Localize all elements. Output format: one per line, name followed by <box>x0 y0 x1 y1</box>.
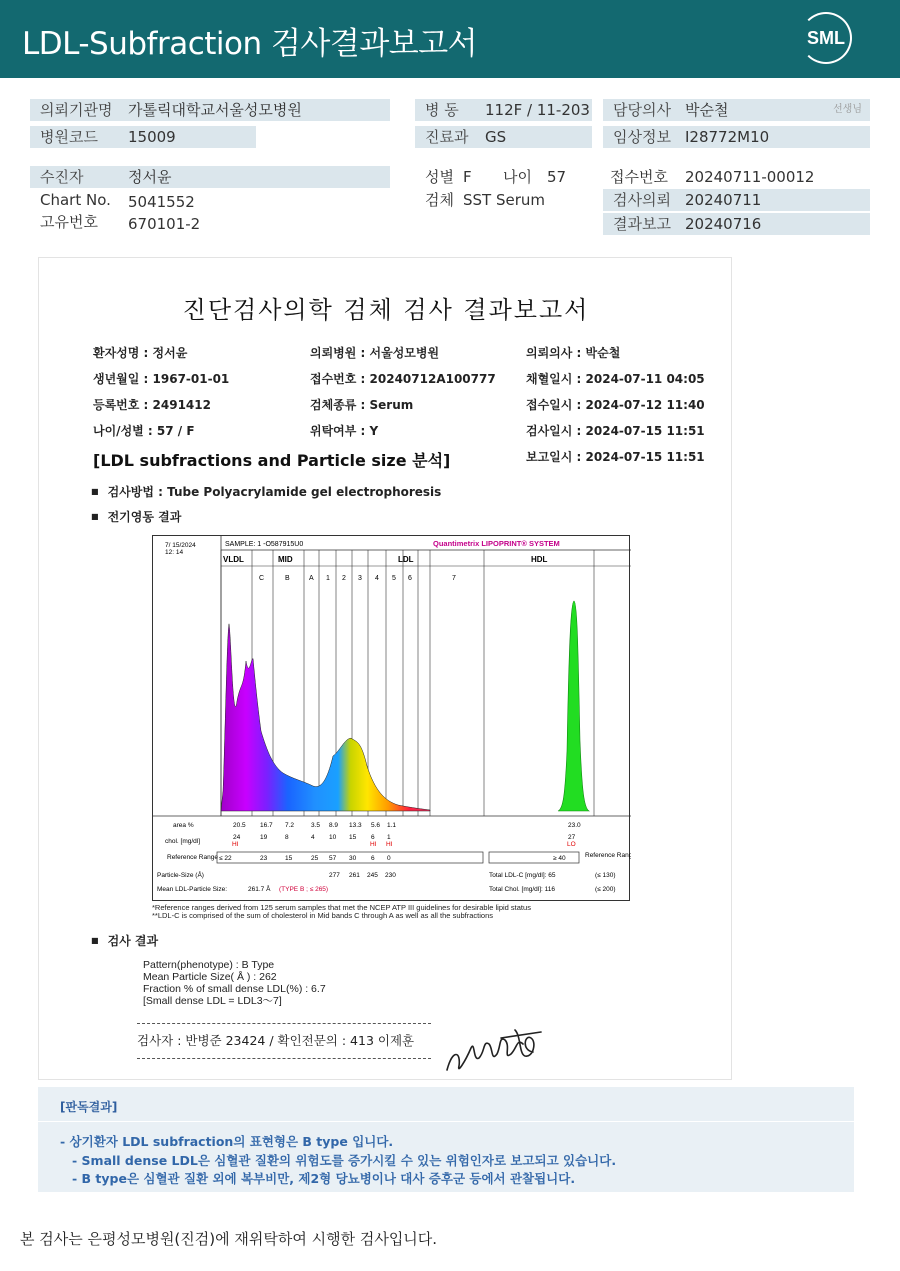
clinical-label: 임상정보 <box>613 128 671 146</box>
area-value: 1.1 <box>387 822 397 829</box>
paper-field: 등록번호 : 2491412 <box>93 398 211 412</box>
ref-side-label: Reference Range <box>585 852 631 859</box>
reference-value: 15 <box>285 855 293 862</box>
particle-size-value: 230 <box>385 872 396 879</box>
chart-no-value: 5041552 <box>128 193 195 211</box>
doctor-value: 박순철 <box>685 101 729 119</box>
bottom-note: 본 검사는 은평성모병원(진검)에 재위탁하여 시행한 검사입니다. <box>20 1230 438 1248</box>
doctor-row <box>603 99 870 121</box>
chol-value: 24 <box>233 834 241 841</box>
sex-value: F <box>463 168 472 186</box>
chol-value: 19 <box>260 834 268 841</box>
group-vldl: VLDL <box>223 555 244 564</box>
result-line: Fraction % of small dense LDL(%) : 6.7 <box>143 983 326 995</box>
report-header <box>0 0 900 78</box>
row-label-size: Particle-Size (Å) <box>157 872 204 879</box>
flag-value: HI <box>370 841 377 848</box>
clinical-row <box>603 126 870 148</box>
judgement-line: - Small dense LDL은 심혈관 질환의 위험도를 증가시킬 수 있는 위험인자로 보고되고 있습니다. <box>72 1153 617 1168</box>
particle-size-value: 261 <box>349 872 360 879</box>
dept-row <box>415 126 592 148</box>
group-ldl: LDL <box>398 555 414 564</box>
total-ldl-ref: (≤ 130) <box>595 872 616 879</box>
total-chol: Total Chol. [mg/dl]: 116 <box>489 886 555 893</box>
reference-value: ≤ 22 <box>219 855 232 862</box>
chart-sample: SAMPLE: 1 -O587915U0 <box>225 541 304 548</box>
flag-value: LO <box>567 841 576 848</box>
area-value: 7.2 <box>285 822 295 829</box>
hospcode-row <box>30 126 256 148</box>
judgement-heading: [판독결과] <box>60 1100 118 1114</box>
report-title: LDL-Subfraction 검사결과보고서 <box>22 26 478 62</box>
type-note: (TYPE B ; ≤ 265) <box>279 886 329 893</box>
age-label: 나이 <box>503 168 532 186</box>
specimen-value: SST Serum <box>463 191 546 209</box>
particle-size-value: 277 <box>329 872 340 879</box>
area-value: 16.7 <box>260 822 273 829</box>
reference-value: 57 <box>329 855 337 862</box>
chol-value: 8 <box>285 834 289 841</box>
report-date-value: 20240716 <box>685 215 762 233</box>
report-date-label: 결과보고 <box>613 215 671 233</box>
dept-label: 진료과 <box>425 128 469 146</box>
chol-value: 1 <box>387 834 391 841</box>
judgement-line: - B type은 심혈관 질환 외에 복부비만, 제2형 당뇨병이나 대사 증후군 등에서 관찰됩니다. <box>72 1171 576 1186</box>
request-row <box>603 189 870 211</box>
request-value: 20240711 <box>685 191 762 209</box>
band-label: A <box>309 575 314 582</box>
paper-field: 채혈일시 : 2024-07-11 04:05 <box>526 372 705 386</box>
handwritten-signature <box>441 1018 559 1078</box>
report-date-row <box>603 213 870 235</box>
ward-row <box>415 99 592 121</box>
hdl-curve <box>558 601 589 811</box>
band-label: 2 <box>342 575 346 582</box>
chart-date: 7/ 15/2024 <box>165 542 196 549</box>
paper-field: 위탁여부 : Y <box>310 424 379 438</box>
lipoprint-svg <box>153 536 631 902</box>
paper-field: 생년월일 : 1967-01-01 <box>93 372 230 386</box>
band-label: B <box>285 575 290 582</box>
group-mid: MID <box>278 555 293 564</box>
paper-field: 의뢰의사 : 박순철 <box>526 346 621 360</box>
patient-value: 정서윤 <box>128 168 172 186</box>
group-hdl: HDL <box>531 555 548 564</box>
reference-value: 0 <box>387 855 391 862</box>
area-value: 13.3 <box>349 822 362 829</box>
unique-no-label: 고유번호 <box>40 213 98 231</box>
signature-text: 검사자 : 반병준 23424 / 확인전문의 : 413 이제훈 <box>137 1033 415 1048</box>
paper-field: 보고일시 : 2024-07-15 11:51 <box>526 450 705 464</box>
area-value: 5.6 <box>371 822 381 829</box>
row-label-ref: Reference Range <box>167 854 218 861</box>
chol-value: 15 <box>349 834 357 841</box>
reference-value: ≥ 40 <box>553 855 566 862</box>
band-label: 5 <box>392 575 396 582</box>
area-value: 23.0 <box>568 822 581 829</box>
paper-field: 접수번호 : 20240712A100777 <box>310 372 496 386</box>
result-line: Pattern(phenotype) : B Type <box>143 959 275 971</box>
mean-size-value: 261.7 Å <box>248 886 271 893</box>
result-line: [Small dense LDL = LDL3～7] <box>143 995 282 1007</box>
chart-brand: Quantimetrix LIPOPRINT® SYSTEM <box>433 539 560 548</box>
sex-label: 성별 <box>425 168 454 186</box>
patient-row <box>30 166 390 188</box>
paper-field: 환자성명 : 정서윤 <box>93 346 188 360</box>
chol-value: 27 <box>568 834 576 841</box>
specimen-label: 검체 <box>425 191 454 209</box>
hospcode-label: 병원코드 <box>40 128 98 146</box>
reference-value: 30 <box>349 855 357 862</box>
signature-line <box>137 1023 431 1059</box>
method-line: ■ 검사방법 : Tube Polyacrylamide gel electrophoresis <box>91 483 441 500</box>
institution-label: 의뢰기관명 <box>40 101 113 119</box>
band-label: C <box>259 575 265 582</box>
area-value: 8.9 <box>329 822 339 829</box>
band-label: 4 <box>375 575 379 582</box>
chart-no-label: Chart No. <box>40 191 111 209</box>
sml-logo: SML <box>800 12 852 64</box>
paper-field: 접수일시 : 2024-07-12 11:40 <box>526 398 705 412</box>
reference-value: 6 <box>371 855 375 862</box>
area-value: 20.5 <box>233 822 246 829</box>
chol-value: 6 <box>371 834 375 841</box>
band-label: 7 <box>452 575 456 582</box>
paper-field: 검체종류 : Serum <box>310 398 414 412</box>
unique-no-value: 670101-2 <box>128 215 201 233</box>
doctor-label: 담당의사 <box>613 101 671 119</box>
ldl-curve <box>221 624 430 811</box>
band-label: 3 <box>358 575 362 582</box>
paper-field: 나이/성별 : 57 / F <box>93 424 195 438</box>
judgement-line: - 상기환자 LDL subfraction의 표현형은 B type 입니다. <box>60 1134 394 1149</box>
row-label-mean: Mean LDL-Particle Size: <box>157 886 228 893</box>
reference-value: 25 <box>311 855 319 862</box>
doctor-suffix: 선생님 <box>833 104 862 115</box>
clinical-value: I28772M10 <box>685 128 770 146</box>
paper-field: 의뢰병원 : 서울성모병원 <box>310 346 440 360</box>
receipt-label: 접수번호 <box>610 168 668 186</box>
flag-value: HI <box>232 841 239 848</box>
particle-size-value: 245 <box>367 872 378 879</box>
row-label-chol: chol. [mg/dl] <box>165 838 201 845</box>
institution-row <box>30 99 390 121</box>
band-label: 1 <box>326 575 330 582</box>
area-value: 3.5 <box>311 822 321 829</box>
row-label-area: area % <box>173 822 194 829</box>
judgement-box <box>38 1087 854 1192</box>
chol-value: 4 <box>311 834 315 841</box>
age-value: 57 <box>547 168 567 186</box>
section-heading: [LDL subfractions and Particle size 분석] <box>93 451 451 470</box>
receipt-value: 20240711-00012 <box>685 168 815 186</box>
dept-value: GS <box>485 128 507 146</box>
values-table <box>157 822 631 893</box>
request-label: 검사의뢰 <box>613 191 671 209</box>
judgement-divider <box>38 1121 854 1122</box>
ward-value: 112F / 11-203 <box>485 101 590 119</box>
total-chol-ref: (≤ 200) <box>595 886 616 893</box>
lipoprint-chart <box>152 535 630 901</box>
hospcode-value: 15009 <box>128 128 176 146</box>
result-line: Mean Particle Size( Å ) : 262 <box>143 971 277 983</box>
ward-label: 병 동 <box>425 101 459 119</box>
footnote-2: **LDL-C is comprised of the sum of cholesterol in Mid bands C through A as well as all the subfractions <box>152 911 494 920</box>
flag-value: HI <box>386 841 393 848</box>
total-ldl: Total LDL-C [mg/dl]: 65 <box>489 872 556 879</box>
chol-value: 10 <box>329 834 337 841</box>
paper-title: 진단검사의학 검체 검사 결과보고서 <box>182 296 590 324</box>
scanned-report <box>38 257 732 1080</box>
paper-field: 검사일시 : 2024-07-15 11:51 <box>526 424 705 438</box>
institution-value: 가톨릭대학교서울성모병원 <box>128 101 302 119</box>
electro-heading: ■ 전기영동 결과 <box>91 508 181 525</box>
patient-label: 수진자 <box>40 168 84 186</box>
band-label: 6 <box>408 575 412 582</box>
chart-time: 12: 14 <box>165 549 184 556</box>
reference-value: 23 <box>260 855 268 862</box>
footnote-1: *Reference ranges derived from 125 serum samples that met the NCEP ATP III guidelines for desirable lipid status <box>152 903 531 912</box>
band-labels <box>259 575 456 582</box>
result-heading: ■ 검사 결과 <box>91 932 158 949</box>
